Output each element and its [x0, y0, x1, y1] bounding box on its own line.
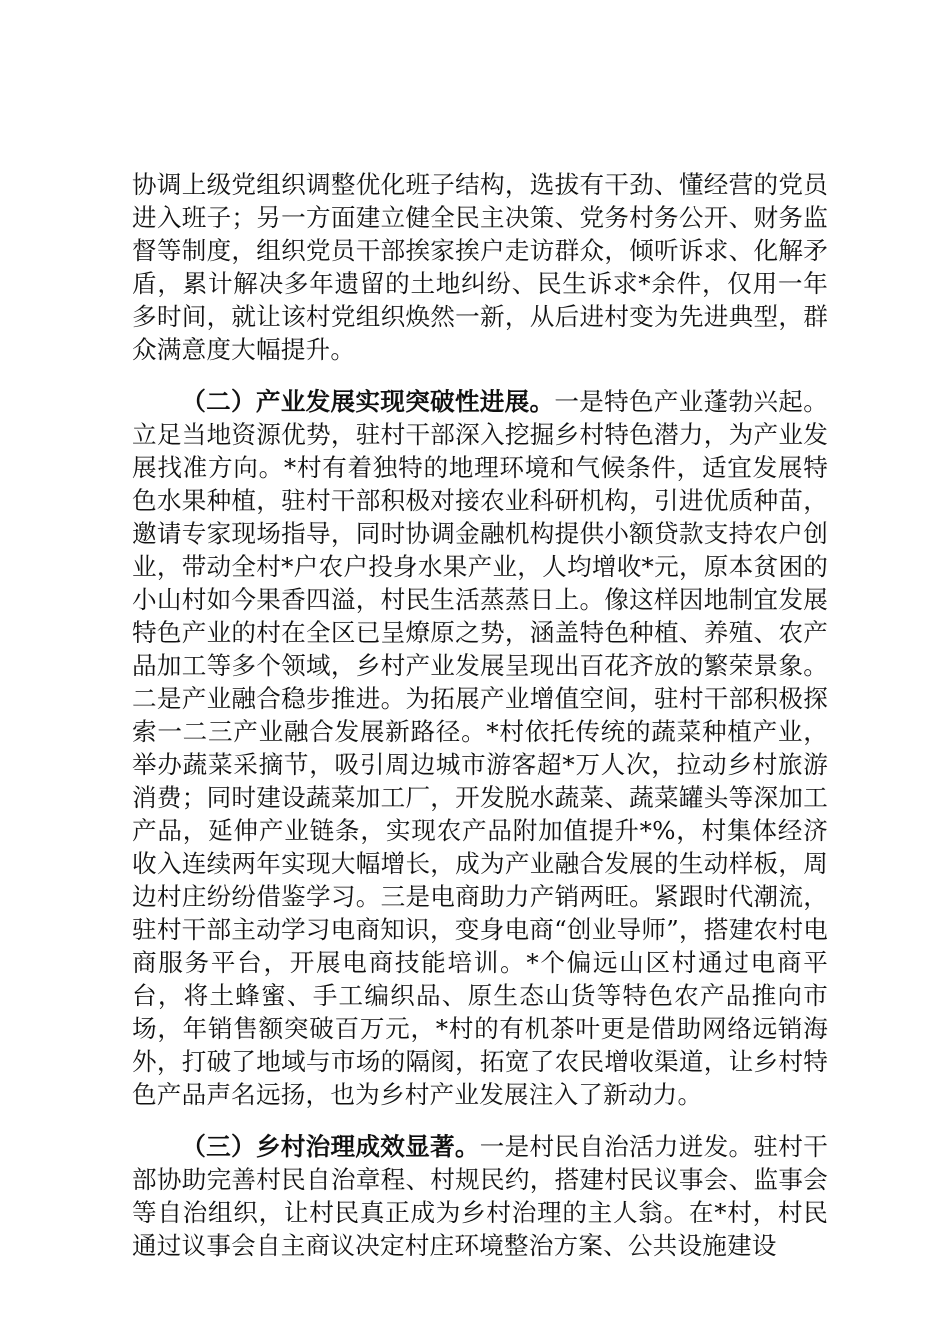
paragraph-rural-governance: [132, 1130, 828, 1262]
section-heading-industry: （二）产业发展实现突破性进展。: [181, 387, 555, 416]
paragraph-continuation: [132, 168, 828, 366]
document-page: [132, 168, 828, 1262]
paragraph-industry-development: [132, 385, 828, 1111]
section-heading-governance: （三）乡村治理成效显著。: [181, 1132, 480, 1161]
paragraph-body: 一是村民自治活力迸发。驻村干部协助完善村民自治章程、村规民约，搭建村民议事会、监事会等自治组织，让村民真正成为乡村治理的主人翁。在*村，村民通过议事会自主商议决定村庄环境整治方案、公共设施建设: [132, 1132, 828, 1260]
paragraph-body: 协调上级党组织调整优化班子结构，选拔有干劲、懂经营的党员进入班子；另一方面建立健全民主决策、党务村务公开、财务监督等制度，组织党员干部挨家挨户走访群众，倾听诉求、化解矛盾，累计解决多年遗留的土地纠纷、民生诉求*余件，仅用一年多时间，就让该村党组织焕然一新，从后进村变为先进典型，群众满意度大幅提升。: [132, 170, 828, 364]
paragraph-body: 一是特色产业蓬勃兴起。立足当地资源优势，驻村干部深入挖掘乡村特色潜力，为产业发展找准方向。*村有着独特的地理环境和气候条件，适宜发展特色水果种植，驻村干部积极对接农业科研机构，引进优质种苗，邀请专家现场指导，同时协调金融机构提供小额贷款支持农户创业，带动全村*户农户投身水果产业，人均增收*元，原本贫困的小山村如今果香四溢，村民生活蒸蒸日上。像这样因地制宜发展特色产业的村在全区已呈燎原之势，涵盖特色种植、养殖、农产品加工等多个领域，乡村产业发展呈现出百花齐放的繁荣景象。二是产业融合稳步推进。为拓展产业增值空间，驻村干部积极探索一二三产业融合发展新路径。*村依托传统的蔬菜种植产业，举办蔬菜采摘节，吸引周边城市游客超*万人次，拉动乡村旅游消费；同时建设蔬菜加工厂，开发脱水蔬菜、蔬菜罐头等深加工产品，延伸产业链条，实现农产品附加值提升*%，村集体经济收入连续两年实现大幅增长，成为产业融合发展的生动样板，周边村庄纷纷借鉴学习。三是电商助力产销两旺。紧跟时代潮流，驻村干部主动学习电商知识，变身电商“创业导师”，搭建农村电商服务平台，开展电商技能培训。*个偏远山区村通过电商平台，将土蜂蜜、手工编织品、原生态山货等特色农产品推向市场，年销售额突破百万元，*村的有机茶叶更是借助网络远销海外，打破了地域与市场的隔阂，拓宽了农民增收渠道，让乡村特色产品声名远扬，也为乡村产业发展注入了新动力。: [132, 387, 828, 1109]
